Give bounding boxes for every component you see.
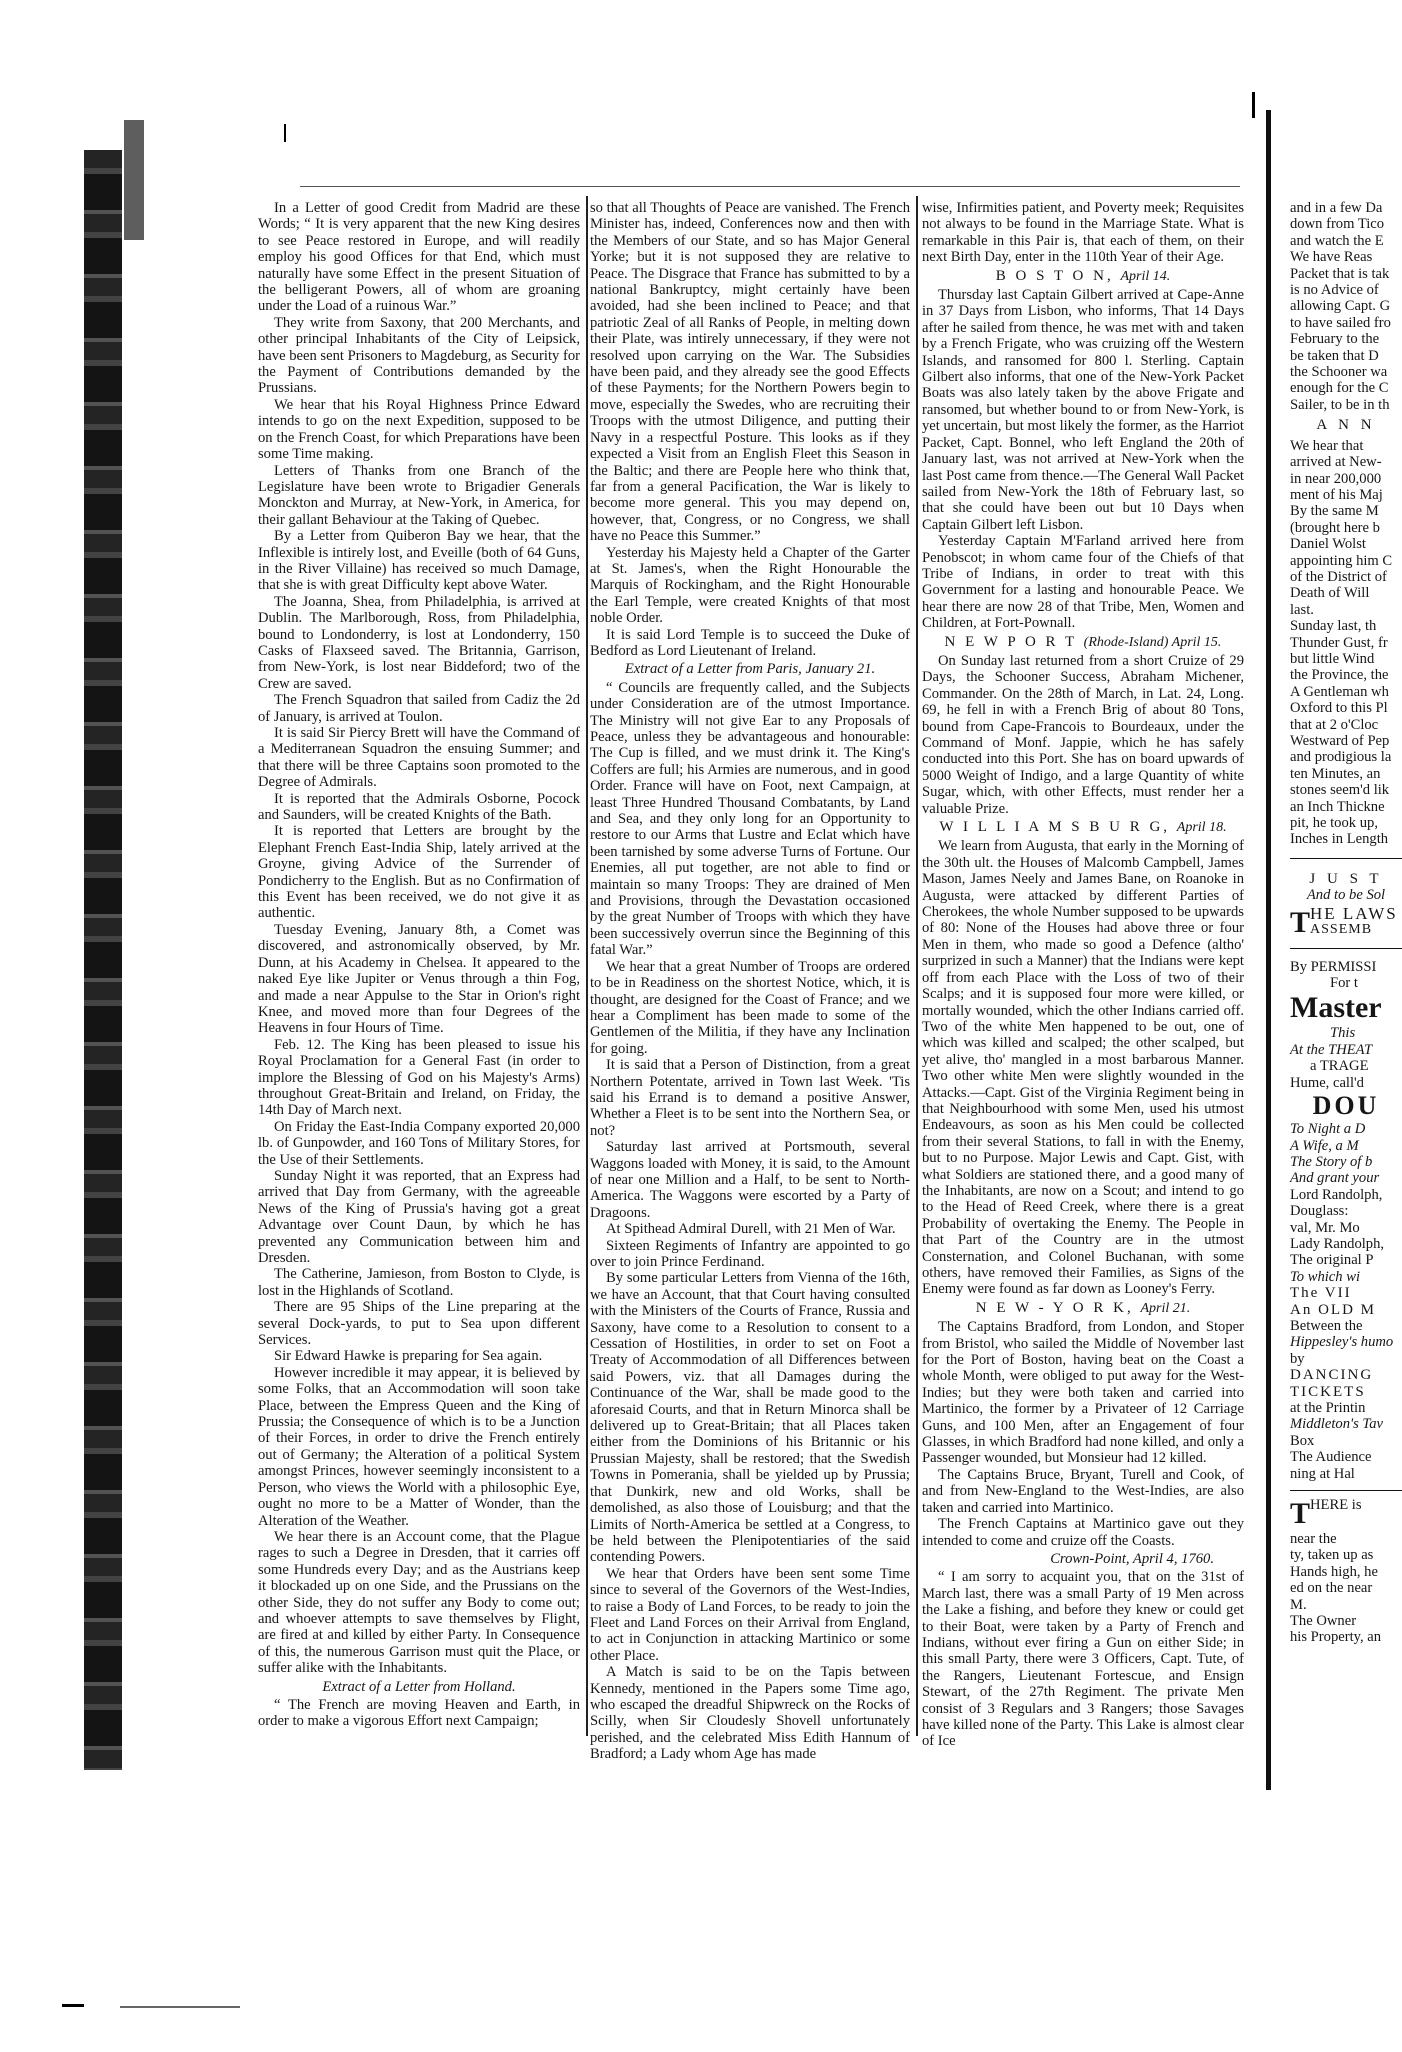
dateline-date: April 18. <box>1176 820 1227 836</box>
text-line: ed on the near <box>1290 1580 1373 1597</box>
top-rule <box>300 186 1240 187</box>
heading-ann: A N N <box>1316 417 1376 434</box>
dateline-date: (Rhode-Island) April 15. <box>1083 634 1222 650</box>
text-line: and watch the E <box>1290 232 1384 249</box>
dateline-williamsburg <box>922 819 1244 836</box>
paragraph: We hear that Orders have been sent some Time since to several of the Governors of the West-Indies, to raise a Body of Land Forces, to be ready to join the Fleet and Land Forces on their Arrival from England, to act in Conjunction in attacking Martinico or some other Place. <box>590 1565 910 1664</box>
paragraph: Saturday last arrived at Portsmouth, several Waggons loaded with Money, it is said, to the Amount of near one Million and a Half, to be sent to North-America. The Waggons were escorted by a Party of Dragoons. <box>590 1139 910 1221</box>
dateline-date: April 14. <box>1120 268 1171 284</box>
column-3 <box>922 200 1244 1750</box>
paragraph: “ The French are moving Heaven and Earth, in order to make a vigorous Effort next Campaign; <box>258 1696 580 1730</box>
paragraph: “ Councils are frequently called, and the Subjects under Consideration are of the utmost Importance. The Ministry will not give Ear to any Proposals of Peace, unless they be advantageous and honourable: The Cup is filled, and we must drink it. The King's Coffers are full; his Armies are numerous, and in good Order. France will have on Foot, next Campaign, at least Three Hundred Thousand Combatants, by Land and Sea, and they only long for an Opportunity to restore to our Arms that Lustre and Eclat which have been tarnished by some adverse Turns of Fortune. Our Enemies, all put together, are not able to find or maintain so many Troops: They are drained of Men and Provisions, through the Devastation occasioned by the great Number of Troops with which they have been successively overrun since the Beginning of this fatal War.” <box>590 679 910 959</box>
advert-theatre: At the THEAT <box>1290 1041 1373 1058</box>
dateline-date: April 21. <box>1140 1300 1191 1316</box>
text-line: Box <box>1290 1432 1315 1449</box>
scan-mark <box>120 2006 240 2008</box>
text-line: is no Advice of <box>1290 282 1379 299</box>
advert-dou: DOU <box>1312 1091 1380 1121</box>
text-line: val, Mr. Mo <box>1290 1219 1360 1236</box>
paragraph: In a Letter of good Credit from Madrid are these Words; “ It is very apparent that the new King desires to see Peace restored in Europe, and will readily employ his good Offices for that End, which must naturally have some Effect in the present Situation of the belligerant Powers, all of whom are groaning under the Load of a ruinous War.” <box>258 200 580 315</box>
paragraph: By a Letter from Quiberon Bay we hear, that the Inflexible is intirely lost, and Eveille (both of 64 Guns, in the River Villaine) has received so much Damage, that she is with great Difficulty kept above Water. <box>258 528 580 594</box>
text-line: but little Wind <box>1290 650 1375 667</box>
drop-cap: T <box>1290 905 1311 939</box>
column-rule-1 <box>586 196 588 1736</box>
paragraph: Tuesday Evening, January 8th, a Comet was discovered, and astronomically observed, by Mr. Dunn, at his Academy in Chelsea. It appeared to the naked Eye like Jupiter or Venus through a thin Fog, and made a near Appulse to the Star in Orion's right Knee, and moved more than four Degrees of the Heavens in four Hours of Time. <box>258 921 580 1037</box>
text-line: the Schooner wa <box>1290 364 1388 381</box>
paragraph: It is said Sir Piercy Brett will have the Command of a Mediterranean Squadron the ensuing Summer; and that there will be three Captains soon promoted to the Degree of Admirals. <box>258 725 580 791</box>
paragraph: A Match is said to be on the Tapis between Kennedy, mentioned in the Papers some Time ago, who escaped the dreadful Shipwreck on the Rocks of Scilly, when Sir Cloudesly Shovell unfortunately perished, and the celebrated Miss Edith Hannum of Bradford; a Lady whom Age has made <box>590 1664 910 1763</box>
text-line: ten Minutes, an <box>1290 765 1381 782</box>
text-line: Lord Randolph, <box>1290 1186 1383 1203</box>
text-line: ment of his Maj <box>1290 486 1383 503</box>
paragraph: The Captains Bradford, from London, and Stoper from Bristol, who sailed the Middle of November last for the Port of Boston, having beat on the Coast a whole Month, were obliged to put away for the West-Indies; but they were both taken and carried into Martinico, the former by a Privateer of 12 Carriage Guns, and 100 Men, after an Engagement of four Glasses, in which Bradford had none killed, and only a Passenger wounded, but Monsieur had 12 killed. <box>922 1319 1244 1467</box>
advert-laws-line1: HE LAWS <box>1310 903 1398 923</box>
text-line: An OLD M <box>1290 1301 1376 1318</box>
text-line: and in a few Da <box>1290 200 1383 216</box>
text-line: (brought here b <box>1290 519 1380 536</box>
advert-sold: And to be Sol <box>1306 887 1386 904</box>
paragraph: We hear that a great Number of Troops are ordered to be in Readiness on the shortest Notice, which, it is thought, are designed for the Coast of France; and we hear a Compliment has been made to some of the Gentlemen of the Militia, if they have any Inclination for going. <box>590 958 910 1057</box>
scan-mark <box>284 124 286 142</box>
advert-for: For t <box>1330 975 1358 992</box>
scan-mark <box>62 2004 84 2007</box>
page-edge-shadow <box>84 150 122 1770</box>
paragraph: Thursday last Captain Gilbert arrived at Cape-Anne in 37 Days from Lisbon, who informs, That 14 Days after he sailed from thence, he was met with and taken by a French Frigate, who was cruizing off the Western Islands, and ransomed for 800 l. Sterling. Captain Gilbert also informs, that one of the New-York Packet Boats was also lately taken by the above Frigate and ransomed, but whether bound to or from New-York, is yet uncertain, but most likely the former, as the Harriot Packet, Capt. Bonnel, who left England the 20th of January last, was not arrived at New-York when the last Post came from thence.—The General Wall Packet sailed from New-York the 18th of February last, so that she could have been out but 10 Days when Captain Gilbert left Lisbon. <box>922 287 1244 533</box>
text-line: near the <box>1290 1531 1337 1548</box>
advert-permission: By PERMISSI <box>1290 958 1377 975</box>
text-line: To Night a D <box>1290 1121 1366 1138</box>
column-2 <box>590 200 910 1763</box>
dateline-crownpoint: Crown-Point, April 4, 1760. <box>1050 1550 1214 1567</box>
paragraph: Yesterday his Majesty held a Chapter of the Garter at St. James's, when the Right Honourable the Marquis of Rockingham, and the Right Honourable the Earl Temple, were created Knights of that most noble Order. <box>590 544 910 627</box>
paragraph: Sunday Night it was reported, that an Express had arrived that Day from Germany, with the agreeable News of the King of Prussia's having got a great Advantage over Count Daun, by which he has prevented any Communication between him and Dresden. <box>258 1167 580 1266</box>
advert-laws-line2: ASSEMB <box>1310 922 1373 938</box>
text-line: enough for the C <box>1290 380 1389 397</box>
paragraph: It is reported that Letters are brought by the Elephant French East-India Ship, lately arrived at the Groyne, giving Advice of the Surrender of Pondicherry to the English. But as no Confirmation of this Event has been received, we do not give it as authentic. <box>258 823 580 922</box>
paragraph: By some particular Letters from Vienna of the 16th, we have an Account, that that Court having consulted with the Ministers of the Courts of France, Russia and Saxony, have come to a Resolution to consent to a Cessation of Hostilities, in order to set on Foot a Treaty of Accommodation of all Differences between said Powers, viz. that all Damages during the Continuance of the War, shall be made good to the aforesaid Courts, and that in Return Minorca shall be delivered up to Great-Britain; that all Places taken either from the Dominions of his Britannic or his Prussian Majesty, shall be restored; that the Swedish Towns in Pomerania, shall be yielded up by Prussia; that Dunkirk, new and old Works, shall be demolished, as also those of Louisburg; and that the Limits of North-America be settled at a Congress, to be held between the Plenipotentiaries of the said contending Powers. <box>590 1270 910 1566</box>
text-line: that at 2 o'Cloc <box>1290 716 1379 733</box>
text-line: February to the <box>1290 331 1380 348</box>
text-line: ty, taken up as <box>1290 1547 1374 1564</box>
advert-laws <box>1290 903 1402 940</box>
paragraph: On Sunday last returned from a short Cruize of 29 Days, the Schooner Success, Abraham Michener, Commander. On the 28th of March, in Lat. 24, Long. 69, he fell in with a French Brig of about 80 Tons, bound from Cape-Francois to Bourdeaux, under the Command of Monf. Jappie, which he has safely conducted into this Port. She has on board upwards of 5000 Weight of Indigo, and a large Quantity of white Sugar, which, with other Effects, must render her a valuable Prize. <box>922 652 1244 817</box>
text-line: Thunder Gust, fr <box>1290 634 1388 651</box>
text-line: and prodigious la <box>1290 749 1392 766</box>
column-4-play-lines <box>1290 1121 1402 1482</box>
text-line: Lady Randolph, <box>1290 1235 1385 1252</box>
paragraph: The French Squadron that sailed from Cadiz the 2d of January, is arrived at Toulon. <box>258 692 580 725</box>
text-line: Sailer, to be in th <box>1290 396 1390 413</box>
text-line: Death of Will <box>1290 585 1370 602</box>
text-line: We have Reas <box>1290 249 1373 266</box>
paragraph: The French Captains at Martinico gave out they intended to come and cruize off the Coasts. <box>922 1516 1244 1549</box>
advert-tragedy: a TRAGE <box>1310 1058 1369 1075</box>
column-1 <box>258 200 580 1740</box>
text-line: ning at Hal <box>1290 1465 1355 1482</box>
dateline-newport <box>922 634 1244 651</box>
section-rule <box>1290 858 1402 859</box>
text-line: Hippesley's humo <box>1290 1334 1394 1351</box>
text-line: By the same M <box>1290 503 1379 520</box>
text-line: Between the <box>1290 1317 1363 1334</box>
advert-there-text: HERE is <box>1310 1497 1362 1514</box>
dateline-boston <box>922 268 1244 285</box>
paragraph: Feb. 12. The King has been pleased to issue his Royal Proclamation for a General Fast (in order to implore the Blessing of God on his Majesty's Arms) throughout Great-Britain and Ireland, on Friday, the 14th Day of March next. <box>258 1036 580 1119</box>
paragraph: The Joanna, Shea, from Philadelphia, is arrived at Dublin. The Marlborough, Ross, from Philadelphia, bound to Londonderry, is lost at Londonderry, 150 Casks of Flaxseed saved. The Britannia, Garrison, from New-York, is lost near Biddeford; two of the Crew are saved. <box>258 593 580 692</box>
text-line: Douglass: <box>1290 1203 1349 1220</box>
dateline-place: N E W - Y O R K, <box>975 1299 1134 1316</box>
paragraph: At Spithead Admiral Durell, with 21 Men of War. <box>606 1221 896 1238</box>
text-line: appointing him C <box>1290 552 1393 569</box>
paragraph: We hear there is an Account come, that the Plague rages to such a Degree in Dresden, that it carries off some Hundreds every Day; and as the Austrians keep it blockaded up on one Side, and the Prussians on the other Side, they do not suffer any Body to come out; and whoever attempts to save themselves by Flight, are fired at and killed by either Party. In Consequence of this, the numerous Garrison must quit the Place, or suffer alike with the Inhabitants. <box>258 1528 580 1677</box>
paragraph: Letters of Thanks from one Branch of the Legislature have been wrote to Brigadier Generals Monckton and Murray, at New-York, in America, for their gallant Behaviour at the Taking of Quebec. <box>258 462 580 528</box>
column-4-mid-lines <box>1290 438 1402 848</box>
text-line: allowing Capt. G <box>1290 298 1391 315</box>
section-rule <box>1290 948 1402 949</box>
text-line: A Gentleman wh <box>1290 683 1389 700</box>
advert-this: This <box>1330 1025 1356 1042</box>
column-4-end-lines <box>1290 1531 1402 1646</box>
text-line: To which wi <box>1290 1268 1361 1285</box>
text-line: Westward of Pep <box>1290 733 1390 749</box>
text-line: be taken that D <box>1290 347 1379 364</box>
extract-heading: Extract of a Letter from Holland. <box>322 1678 516 1695</box>
paragraph: so that all Thoughts of Peace are vanished. The French Minister has, indeed, Conferences now and then with the Members of our State, and so has Major General Yorke; but it is not supposed they are relative to Peace. The Disgrace that France has submitted to by a national Bankruptcy, might certainly have been avoided, had she been inclined to Peace; and that patriotic Zeal of all Ranks of People, in melting down their Plate, was intirely unnecessary, if they were not resolved upon carrying on the War. The Subsidies have been paid, and they already see the good Effects of these Payments; for the Northern Powers begin to move, especially the Swedes, who are recruiting their Troops with the utmost Diligence, and putting their Navy in a respectful Posture. This looks as if they expected a Visit from an English Fleet this Season in the Baltic; and there are People here who think that, far from a general Pacification, the War is likely to become more general. This you may depend on, however, that, Congress, or no Congress, we shall have no Peace this Summer.” <box>590 200 910 545</box>
text-line: Sunday last, th <box>1290 618 1377 635</box>
paragraph: It is said Lord Temple is to succeed the Duke of Bedford as Lord Lieutenant of Ireland. <box>590 626 910 659</box>
extract-heading: Extract of a Letter from Paris, January 21. <box>624 661 876 678</box>
dateline-place: W I L L I A M S B U R G, <box>939 819 1171 836</box>
paragraph: We learn from Augusta, that early in the Morning of the 30th ult. the Houses of Malcomb Campbell, James Mason, James Neely and James Bane, on Roanoke in Augusta, were attacked by different Parties of Cherokees, the whole Number supposed to be upwards of 80: None of the Houses had above three or four Men in them, who made so good a Defence (altho' surprized in such a Manner) that the Indians were kept off from each Place with the Loss of two of their Scalps; and it is supposed four more were killed, or mortally wounded, which the other Indians carried off. Two of the white Men happened to be out, one of which was killed and scalped; the other scalped, but yet alive, tho' mangled in a most barbarous Manner. Two other white Men were slightly wounded in the Attacks.—Capt. Gist of the Virginia Regiment being in that Neighbourhood with some Men, used his utmost Endeavours, as soon as his Men could be collected from their several Stations, to fall in with the Enemy, but to no Purpose. Major Lewis and Capt. Gist, with what Soldiers are stationed there, and a good many of the Inhabitants, are now on a Scout; and intend to go to the Head of Reed Creek, where there is a great Probability of overtaking the Enemy. The People in that Part of the Country are in the utmost Consternation, and Colonel Buchanan, with some others, have removed their Families, as Signs of the Enemy were found as far down as Looney's Ferry. <box>922 838 1244 1298</box>
column-rule-3 <box>1266 110 1271 1790</box>
column-4-partial <box>1290 200 1402 1760</box>
text-line: arrived at New- <box>1290 454 1382 471</box>
dateline-place: B O S T O N, <box>995 267 1114 284</box>
text-line: Packet that is tak <box>1290 265 1390 282</box>
paragraph: However incredible it may appear, it is believed by some Folks, that an Accommodation will soon take Place, between the Empress Queen and the King of Prussia; the Consequence of which is to be a Junction of their Forces, in order to drive the French entirely out of Germany; the Alteration of a political System amongst Princes, however seemingly inconsistent to a Person, who views the World with a philosophic Eye, ought no more to be a Matter of Wonder, than the Alteration of the Weather. <box>258 1364 580 1529</box>
paragraph: It is said that a Person of Distinction, from a great Northern Potentate, arrived in Town last Week. 'Tis said his Errand is to demand a positive Answer, Whether a Fleet is to be sent into the Northern Sea, or not? <box>590 1057 910 1139</box>
advert-master: Master <box>1290 991 1382 1025</box>
paragraph: Sir Edward Hawke is preparing for Sea again. <box>274 1348 543 1365</box>
paragraph: There are 95 Ships of the Line preparing at the several Dock-yards, to put to Sea upon different Services. <box>258 1299 580 1349</box>
column-rule-2 <box>916 196 918 1736</box>
text-line: last. <box>1290 601 1314 618</box>
text-line: in near 200,000 <box>1290 470 1382 487</box>
text-line: Daniel Wolst <box>1290 536 1366 553</box>
text-line: TICKETS <box>1290 1383 1366 1400</box>
text-line: by <box>1290 1350 1305 1367</box>
advert-just: J U S T <box>1309 870 1383 887</box>
advert-there <box>1290 1497 1402 1531</box>
paragraph: The Captains Bruce, Bryant, Turell and Cook, of and from New-England to the West-Indies, are also taken and carried into Martinico. <box>922 1466 1244 1516</box>
text-line: A Wife, a M <box>1290 1137 1359 1154</box>
dateline-newyork <box>922 1300 1244 1317</box>
text-line: M. <box>1290 1596 1307 1613</box>
text-line: Oxford to this Pl <box>1290 700 1388 717</box>
text-line: The Story of b <box>1290 1153 1373 1170</box>
text-line: an Inch Thickne <box>1290 798 1385 815</box>
paragraph: We hear that his Royal Highness Prince Edward intends to go on the next Expedition, supposed to be on the French Coast, for which Preparations have been some Time making. <box>258 396 580 463</box>
paragraph: Yesterday Captain M'Farland arrived here from Penobscot; in whom came four of the Chiefs of that Tribe of Indians, in order to treat with this Government for a lasting and honourable Peace. We hear there are now 28 of that Tribe, Men, Women and Children, at Fort-Pownall. <box>922 533 1244 632</box>
scan-mark <box>1252 92 1255 118</box>
dateline-place: N E W P O R T <box>944 633 1077 650</box>
paragraph: Sixteen Regiments of Infantry are appointed to go over to join Prince Ferdinand. <box>590 1237 910 1270</box>
text-line: stones seem'd lik <box>1290 782 1390 799</box>
paragraph: It is reported that the Admirals Osborne, Pocock and Saunders, will be created Knights of the Bath. <box>258 790 580 824</box>
text-line: pit, he took up, <box>1290 815 1378 832</box>
column-4-top-lines <box>1290 200 1402 413</box>
text-line: We hear that <box>1290 437 1364 454</box>
text-line: of the District of <box>1290 568 1387 585</box>
text-line: to have sailed fro <box>1290 314 1391 331</box>
text-line: The VII <box>1290 1285 1352 1302</box>
text-line: The Owner <box>1290 1613 1357 1630</box>
paragraph: They write from Saxony, that 200 Merchants, and other principal Inhabitants of the City of Leipsick, have been sent Prisoners to Magdeburg, as Security for the Payment of Contributions demanded by the Prussians. <box>258 314 580 397</box>
text-line: the Province, the <box>1290 667 1389 684</box>
paragraph: “ I am sorry to acquaint you, that on the 31st of March last, there was a small Party of 19 Men across the Lake a fishing, and before they knew or could get to their Boat, were taken by a Party of French and Indians, without ever firing a Gun on either Side; in this small Party, there were 3 Officers, Capt. Tute, of the Rangers, Lieutenant Fortescue, and Ensign Stewart, of the 27th Regiment. The private Men consist of 3 Regulars and 3 Rangers; those Savages have killed none of the Party. This Lake is almost clear of Ice <box>922 1569 1244 1750</box>
text-line: The original P <box>1290 1252 1374 1269</box>
advert-hume: Hume, call'd <box>1290 1074 1364 1091</box>
text-line: The Audience <box>1290 1449 1372 1466</box>
text-line: Hands high, he <box>1290 1563 1378 1580</box>
text-line: DANCING <box>1290 1367 1374 1384</box>
drop-cap: T <box>1290 1497 1311 1531</box>
section-rule <box>1290 1490 1402 1491</box>
paragraph: wise, Infirmities patient, and Poverty meek; Requisites not always to be found in the Marriage State. What is remarkable in this Pair is, that each of them, on their next Birth Day, enter in the 110th Year of their Age. <box>922 200 1244 266</box>
paragraph: The Catherine, Jamieson, from Boston to Clyde, is lost in the Highlands of Scotland. <box>258 1266 580 1299</box>
page-edge-shadow-top <box>124 120 144 240</box>
text-line: Middleton's Tav <box>1290 1416 1383 1433</box>
text-line: his Property, an <box>1290 1629 1382 1646</box>
text-line: down from Tico <box>1290 216 1385 233</box>
paragraph: On Friday the East-India Company exported 20,000 lb. of Gunpowder, and 160 Tons of Military Stores, for the Use of their Settlements. <box>258 1118 580 1168</box>
text-line: Inches in Length <box>1290 831 1389 848</box>
text-line: at the Printin <box>1290 1400 1366 1416</box>
text-line: And grant your <box>1290 1170 1380 1187</box>
